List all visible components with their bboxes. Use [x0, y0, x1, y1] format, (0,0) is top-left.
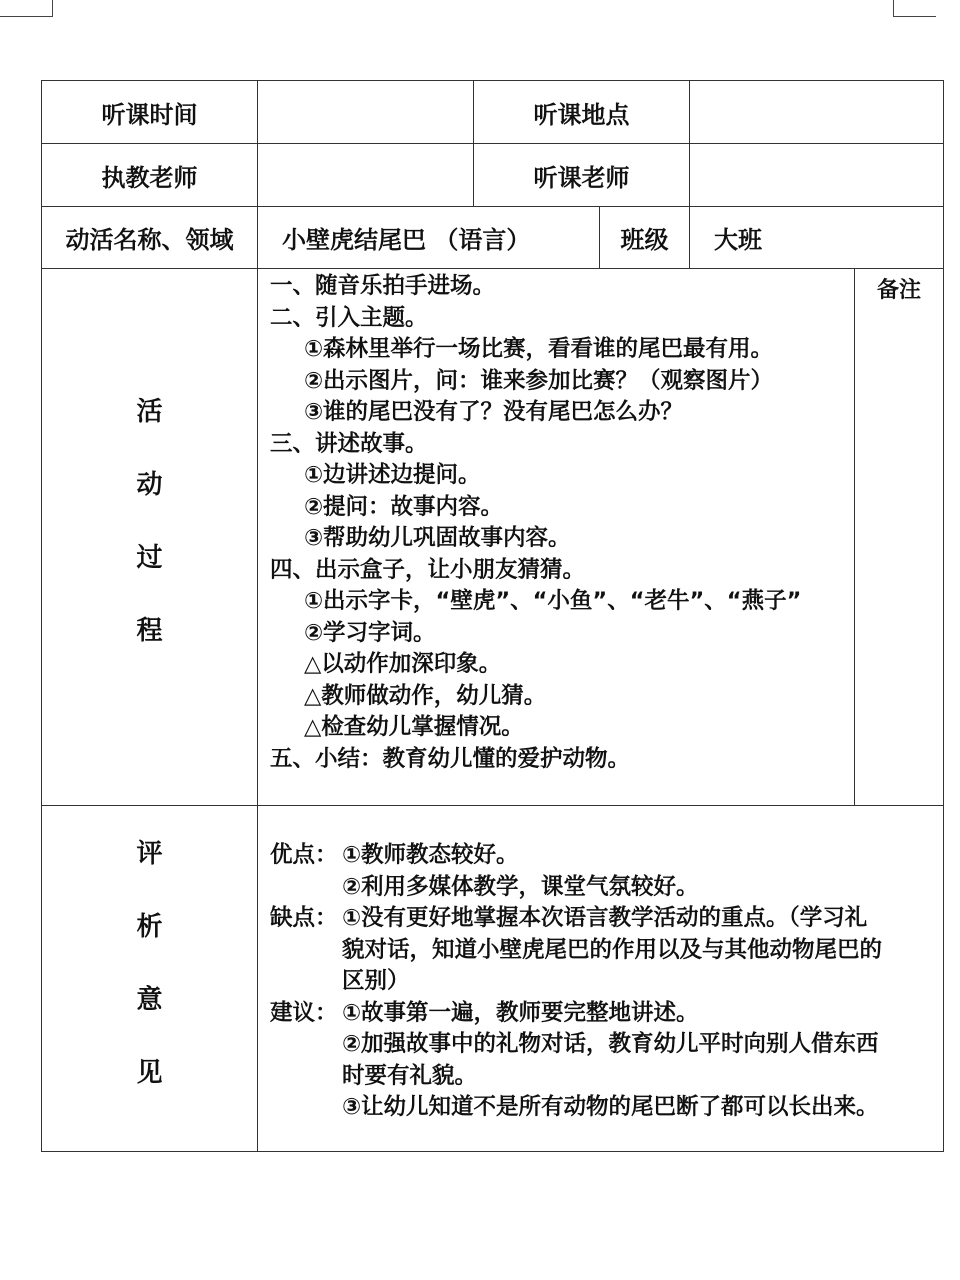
- evaluation-group-label: 建议：: [270, 999, 338, 1026]
- evaluation-line: 时要有礼貌。: [342, 1062, 478, 1089]
- evaluation-group-text: [342, 840, 931, 903]
- class-label: 班级: [600, 207, 690, 269]
- process-step-line: 五、小结：教育幼儿懂的爱护动物。: [270, 745, 631, 772]
- observer-value: [690, 144, 944, 207]
- process-step-line: 二、引入主题。: [270, 304, 428, 331]
- evaluation-group: [270, 903, 931, 998]
- evaluation-line: ②利用多媒体教学，课堂气氛较好。: [342, 873, 699, 900]
- process-step-line: ③帮助幼儿巩固故事内容。: [304, 525, 571, 551]
- place-label: 听课地点: [474, 81, 690, 144]
- row-process: [42, 269, 944, 806]
- process-step-line: ①森林里举行一场比赛，看看谁的尾巴最有用。: [304, 336, 774, 362]
- evaluation-groups: [270, 840, 931, 1124]
- row-evaluation: [42, 806, 944, 1152]
- evaluation-group: [270, 998, 931, 1124]
- evaluation-line: ①故事第一遍，教师要完整地讲述。: [342, 999, 699, 1026]
- process-label-char: 过: [136, 543, 163, 573]
- evaluation-line: ③让幼儿知道不是所有动物的尾巴断了都可以长出来。: [342, 1094, 879, 1120]
- class-value: 大班: [690, 207, 944, 269]
- row-activity: [42, 207, 944, 269]
- process-step-line: △检查幼儿掌握情况。: [304, 714, 524, 740]
- process-content: [258, 269, 855, 806]
- lesson-observation-table: [41, 80, 944, 1152]
- row-time-place: [42, 81, 944, 144]
- process-step-line: △教师做动作，幼儿猜。: [304, 682, 547, 709]
- remark-cell: [855, 269, 944, 806]
- crop-mark-top-left: [0, 0, 53, 17]
- evaluation-label-char: 意: [136, 984, 163, 1015]
- evaluation-line: ①教师教态较好。: [342, 842, 519, 868]
- time-label: 听课时间: [42, 81, 258, 144]
- evaluation-label-char: 析: [136, 911, 163, 942]
- process-step-line: ②提问：故事内容。: [304, 493, 504, 520]
- process-step-line: ②学习字词。: [304, 619, 436, 646]
- evaluation-line: 貌对话，知道小壁虎尾巴的作用以及与其他动物尾巴的: [342, 936, 883, 963]
- process-step-line: △以动作加深印象。: [304, 651, 502, 677]
- process-step-line: ①出示字卡，“壁虎”、“小鱼”、“老牛”、“燕子”: [304, 588, 802, 614]
- crop-mark-top-right: [893, 0, 936, 17]
- teacher-value: [258, 144, 474, 207]
- process-step-line: 四、出示盒子，让小朋友猜猜。: [270, 556, 586, 583]
- process-step-line: 一、随音乐拍手进场。: [270, 273, 496, 299]
- evaluation-line: 区别）: [342, 968, 410, 994]
- process-label: [42, 269, 258, 806]
- time-value: [258, 81, 474, 144]
- remark-label: 备注: [876, 278, 921, 303]
- observer-label: 听课老师: [474, 144, 690, 207]
- evaluation-group-label: 缺点：: [270, 905, 338, 931]
- process-label-char: 活: [136, 397, 163, 427]
- activity-value: 小壁虎结尾巴 （语言）: [258, 207, 600, 269]
- process-lines: [270, 271, 854, 775]
- process-step-line: ③谁的尾巴没有了？没有尾巴怎么办？: [304, 399, 684, 425]
- process-step-line: 三、讲述故事。: [270, 430, 428, 457]
- evaluation-line: ①没有更好地掌握本次语言教学活动的重点。（学习礼: [342, 905, 868, 931]
- evaluation-group: [270, 840, 931, 903]
- evaluation-content: [258, 806, 944, 1152]
- evaluation-line: ②加强故事中的礼物对话，教育幼儿平时向别人借东西: [342, 1031, 879, 1057]
- place-value: [690, 81, 944, 144]
- teacher-label: 执教老师: [42, 144, 258, 207]
- row-teachers: [42, 144, 944, 207]
- process-step-line: ②出示图片，问：谁来参加比赛？（观察图片）: [304, 367, 774, 394]
- process-label-char: 程: [136, 616, 163, 646]
- evaluation-group-text: [342, 998, 931, 1124]
- evaluation-label-char: 见: [136, 1057, 163, 1088]
- evaluation-group-label: 优点：: [270, 842, 338, 868]
- evaluation-group-text: [342, 903, 931, 998]
- process-step-line: ①边讲述边提问。: [304, 462, 481, 488]
- activity-label: 动活名称、领域: [42, 207, 258, 269]
- evaluation-label: [42, 806, 258, 1152]
- process-label-char: 动: [136, 470, 163, 500]
- evaluation-label-char: 评: [136, 838, 163, 869]
